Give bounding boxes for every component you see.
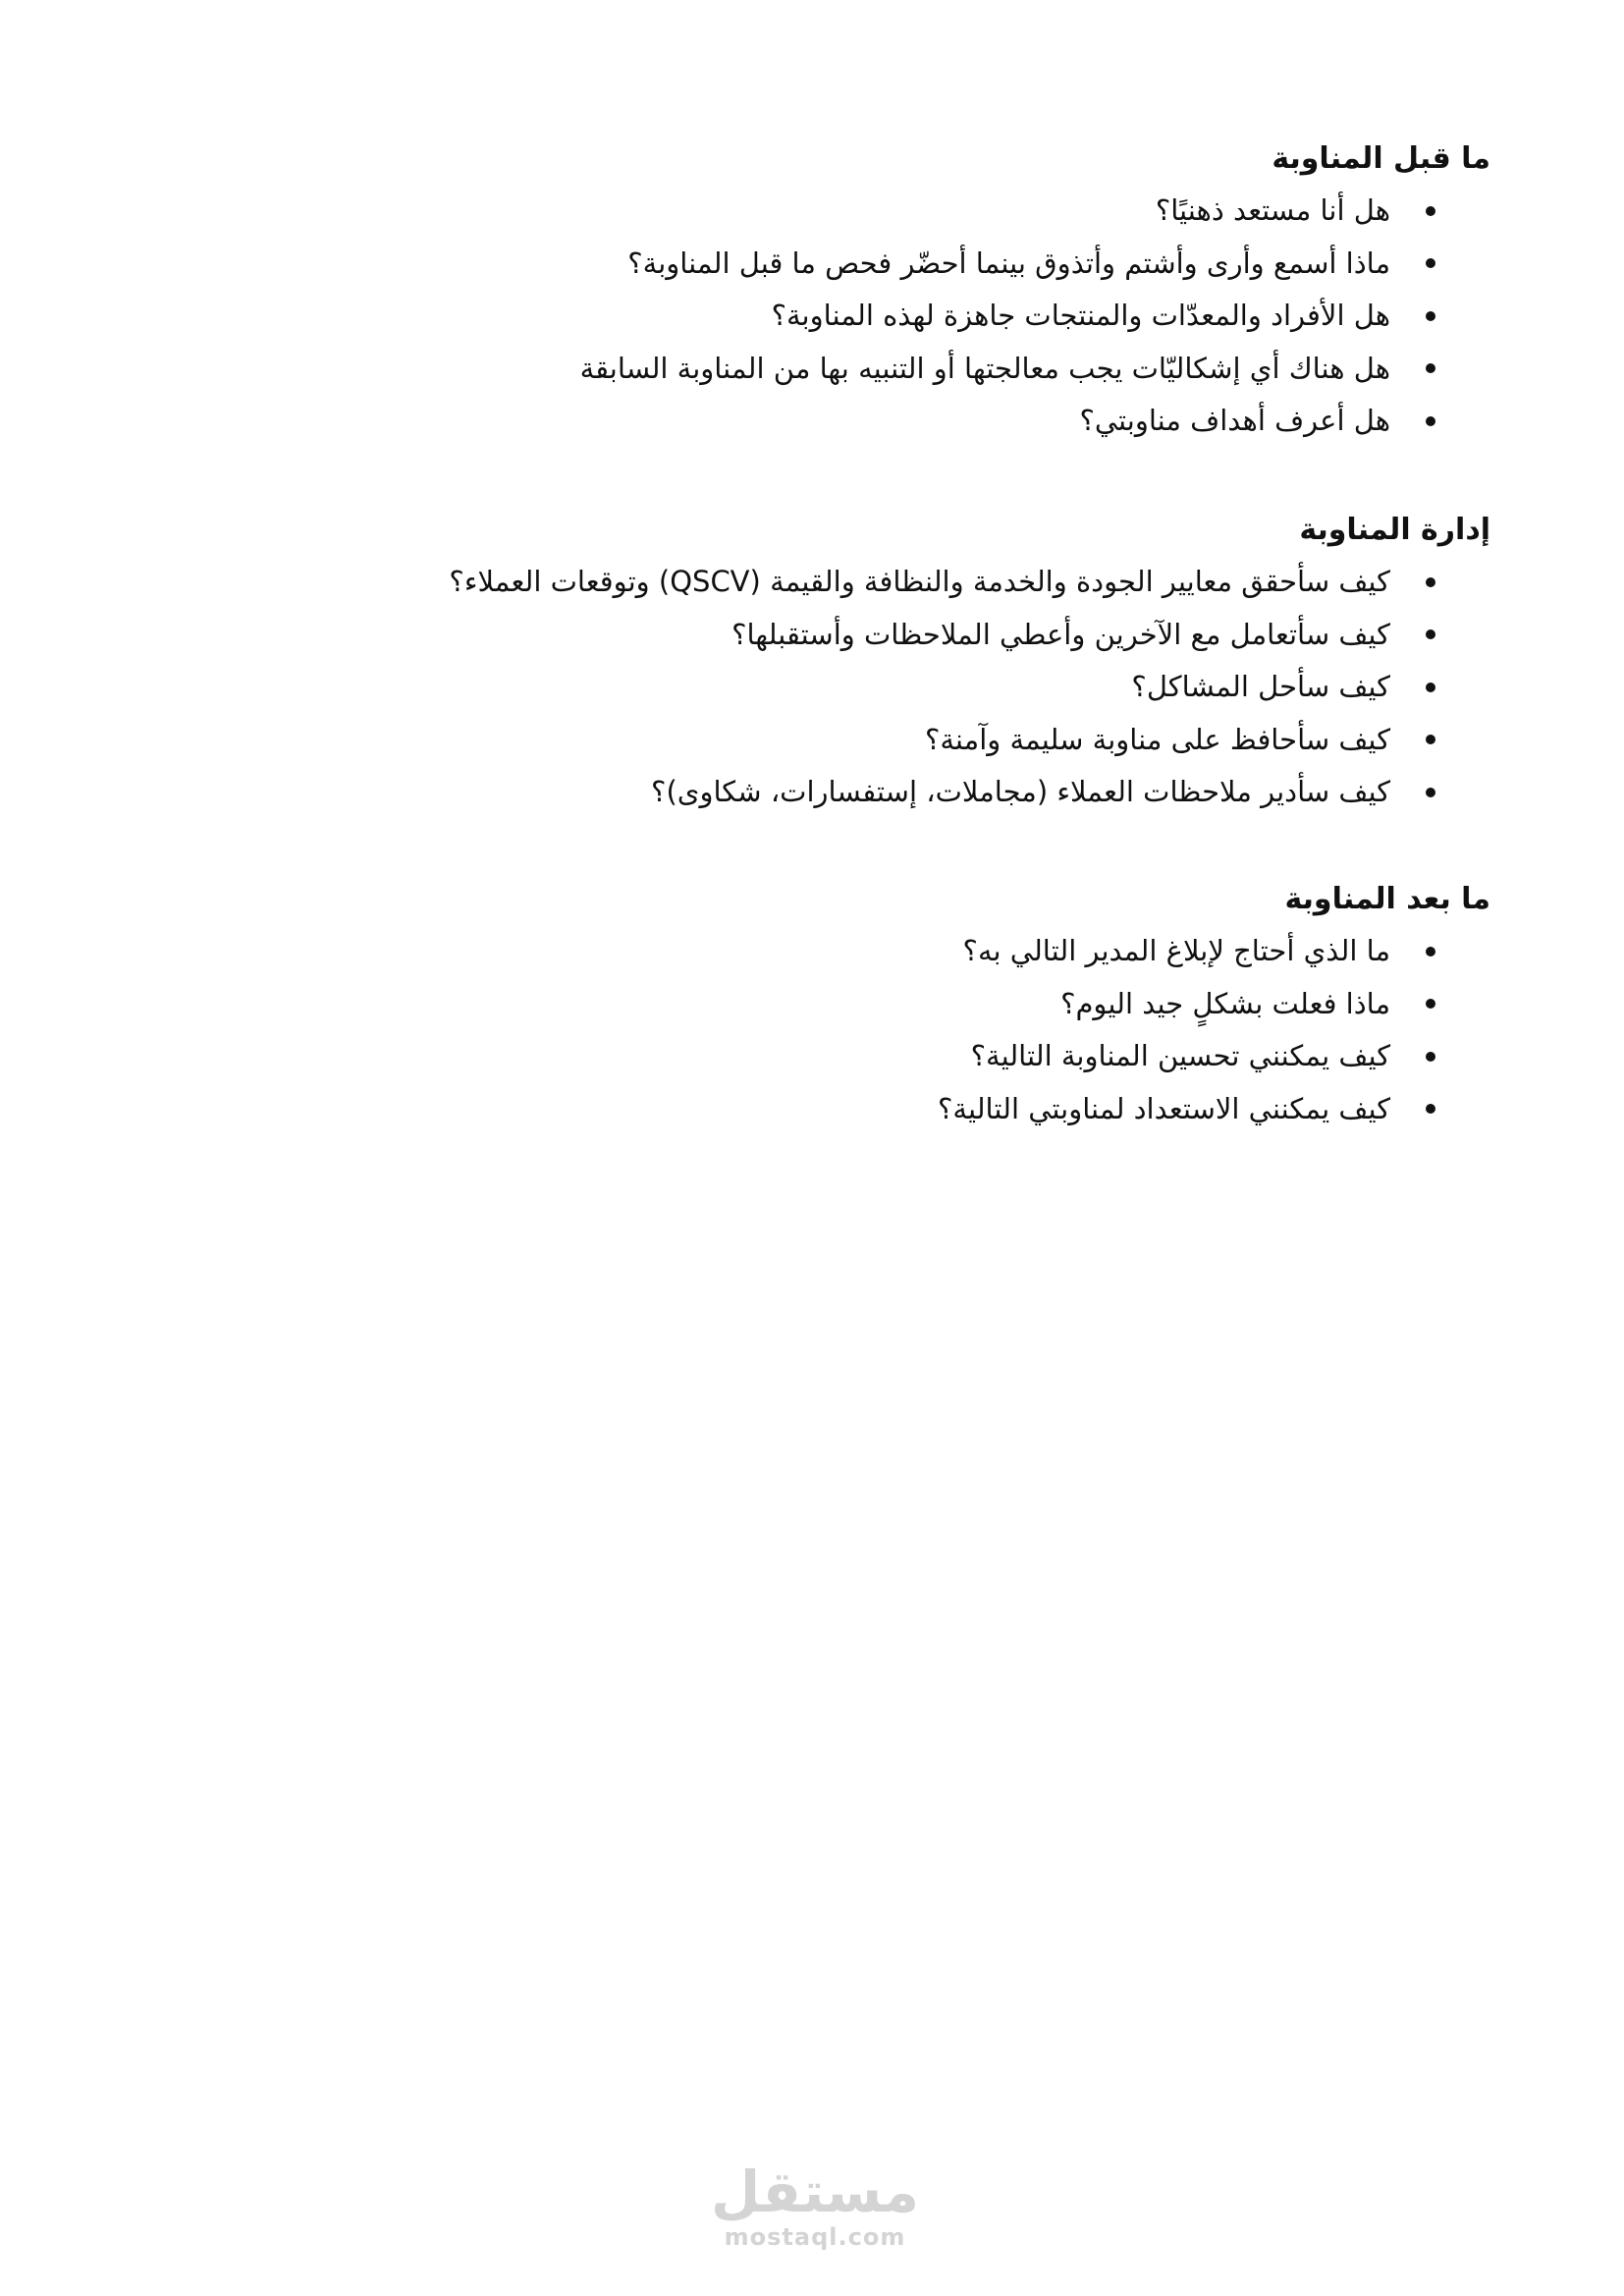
section-title: إدارة المناوبة — [1299, 513, 1490, 547]
list-item — [214, 290, 1490, 343]
list-item — [214, 1030, 1490, 1083]
list-item — [214, 661, 1490, 714]
list-item — [214, 556, 1490, 609]
list-item-text: ماذا أسمع وأرى وأشتم وأتذوق بينما أحضّر فحص ما قبل المناوبة؟ — [627, 246, 1390, 280]
bullet-list — [214, 185, 1490, 448]
bullet-icon — [1426, 416, 1435, 426]
list-item — [214, 343, 1490, 396]
bullet-list — [214, 556, 1490, 819]
list-item — [214, 185, 1490, 238]
list-item-text: هل أعرف أهداف مناوبتي؟ — [1079, 404, 1390, 437]
list-item — [214, 395, 1490, 448]
list-item — [214, 609, 1490, 662]
section-title: ما بعد المناوبة — [1284, 882, 1490, 916]
list-item-text: هل هناك أي إشكاليّات يجب معالجتها أو التنبيه بها من المناوبة السابقة — [579, 351, 1390, 385]
bullet-icon — [1426, 363, 1435, 373]
list-item — [214, 238, 1490, 291]
list-item — [214, 978, 1490, 1031]
bullet-icon — [1426, 206, 1435, 216]
bullet-icon — [1426, 311, 1435, 321]
bullet-icon — [1426, 788, 1435, 797]
list-item — [214, 766, 1490, 819]
list-item-text: كيف سأتعامل مع الآخرين وأعطي الملاحظات وأستقبلها؟ — [731, 617, 1390, 651]
bullet-icon — [1426, 629, 1435, 639]
watermark — [687, 2160, 943, 2251]
section-title: ما قبل المناوبة — [1272, 141, 1490, 176]
list-item-text: كيف سأدير ملاحظات العملاء (مجاملات، إستفسارات، شكاوى)؟ — [651, 775, 1390, 808]
bullet-icon — [1426, 683, 1435, 692]
list-item-text: هل الأفراد والمعدّات والمنتجات جاهزة لهذه المناوبة؟ — [771, 299, 1390, 332]
list-item-text: كيف يمكنني الاستعداد لمناوبتي التالية؟ — [938, 1091, 1390, 1125]
list-item-text: كيف سأحقق معايير الجودة والخدمة والنظافة والقيمة (QSCV) وتوقعات العملاء؟ — [449, 565, 1390, 598]
section-post-shift — [214, 874, 1490, 1135]
list-item-text: كيف سأحل المشاكل؟ — [1131, 670, 1390, 703]
list-item-text: ما الذي أحتاج لإبلاغ المدير التالي به؟ — [962, 934, 1390, 967]
bullet-list — [214, 925, 1490, 1135]
section-shift-management — [214, 505, 1490, 819]
bullet-icon — [1426, 947, 1435, 957]
list-item-text: كيف سأحافظ على مناوبة سليمة وآمنة؟ — [924, 722, 1390, 756]
list-item — [214, 714, 1490, 767]
bullet-icon — [1426, 735, 1435, 744]
bullet-icon — [1426, 1052, 1435, 1062]
bullet-icon — [1426, 1104, 1435, 1114]
list-item — [214, 1083, 1490, 1136]
watermark-logo: مستقل — [710, 2159, 920, 2225]
section-pre-shift — [214, 134, 1490, 448]
list-item — [214, 925, 1490, 978]
bullet-icon — [1426, 999, 1435, 1009]
list-item-text: ماذا فعلت بشكلٍ جيد اليوم؟ — [1060, 986, 1390, 1020]
bullet-icon — [1426, 258, 1435, 268]
list-item-text: كيف يمكنني تحسين المناوبة التالية؟ — [970, 1039, 1390, 1072]
list-item-text: هل أنا مستعد ذهنيًا؟ — [1155, 193, 1390, 227]
watermark-url: mostaql.com — [724, 2223, 906, 2251]
bullet-icon — [1426, 577, 1435, 587]
